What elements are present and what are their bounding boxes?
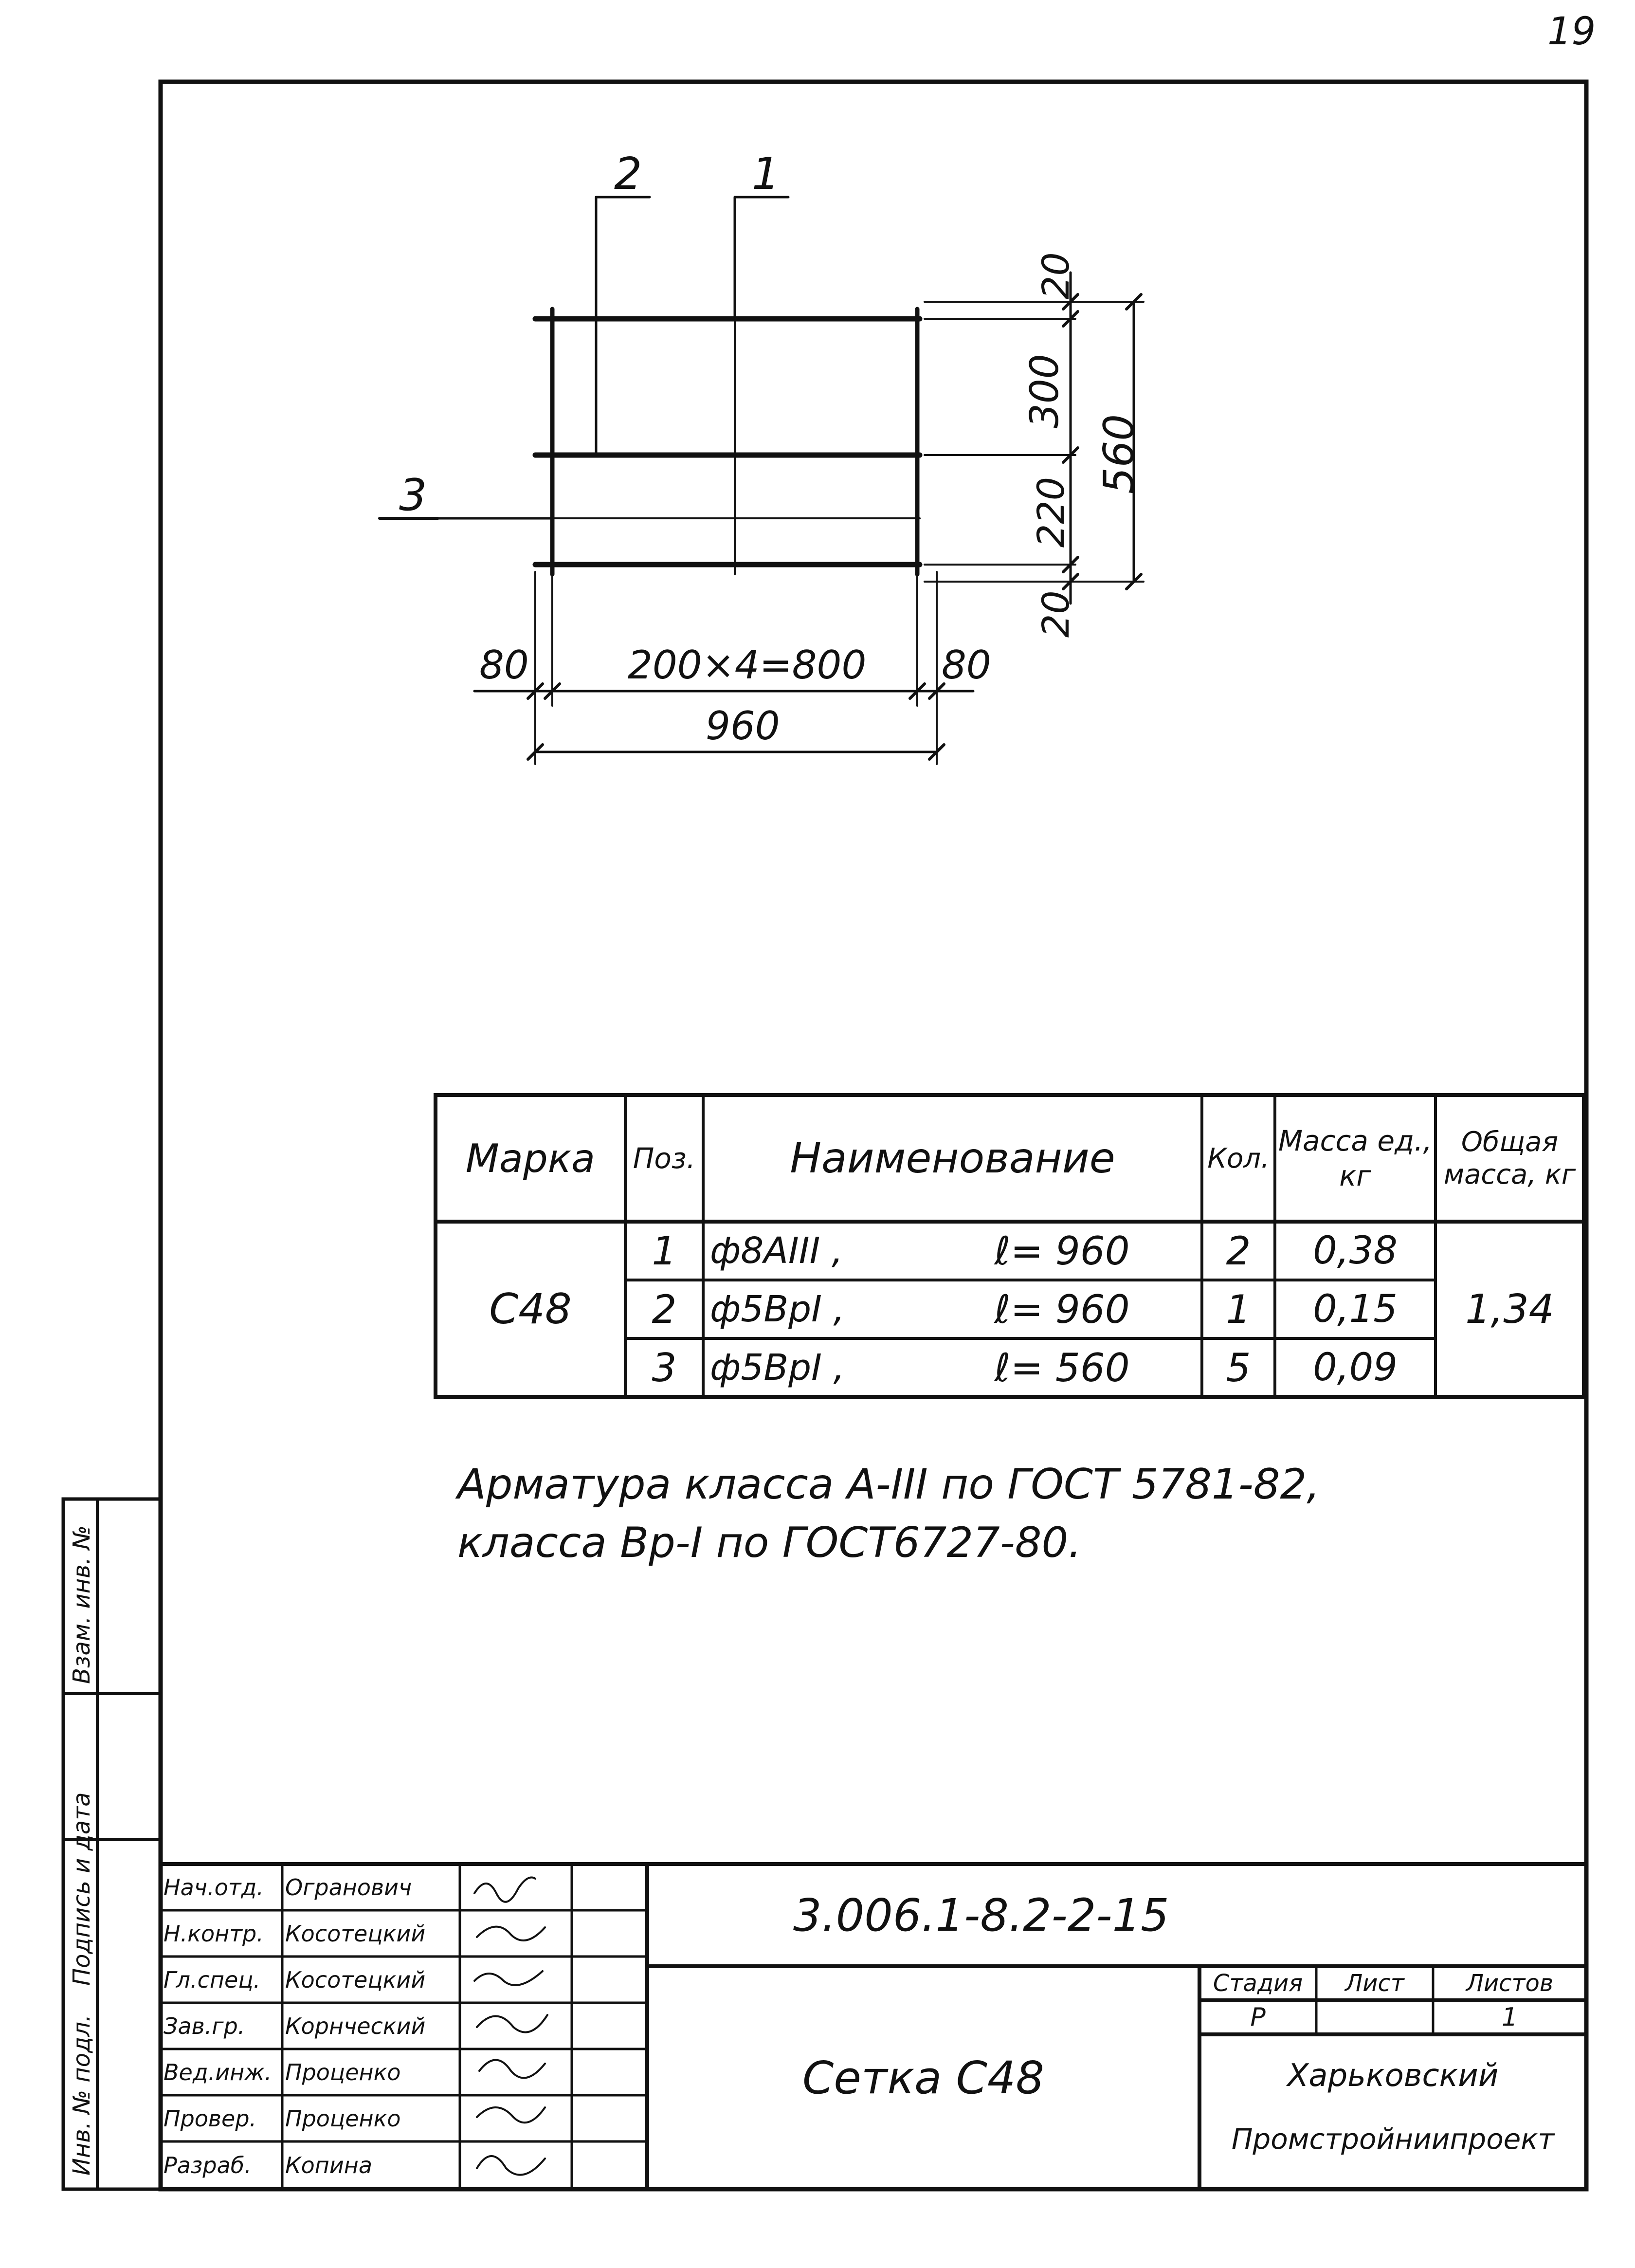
stage-value: Р <box>1250 2003 1266 2032</box>
dim-bottom-80-right: 80 <box>942 642 991 688</box>
name-4: Корнческий <box>285 2012 426 2039</box>
row1-length: ℓ= 960 <box>994 1228 1130 1274</box>
side-sign-date: Подпись и дата <box>68 1792 95 1986</box>
dim-right-220: 220 <box>1029 476 1072 548</box>
role-3: Гл.спец. <box>164 1966 261 1993</box>
hdr-unit-mass: Масса ед., кг <box>1278 1124 1432 1192</box>
hdr-total-mass: Общая масса, кг <box>1443 1126 1576 1190</box>
callout-2: 2 <box>614 148 642 200</box>
callout-1: 1 <box>752 148 780 200</box>
hdr-mark: Марка <box>465 1135 596 1181</box>
cell-mark: С48 <box>489 1285 572 1334</box>
side-replace-inv: Взам. инв. № <box>68 1525 95 1684</box>
org-line-2: Промстройниипроект <box>1231 2122 1555 2156</box>
dim-bottom-800: 200×4=800 <box>628 642 867 688</box>
dim-right-20-bottom: 20 <box>1034 590 1077 638</box>
row1-bar: ф8АIII , <box>710 1230 843 1272</box>
side-inv-orig: Инв. № подл. <box>68 2014 95 2176</box>
hdr-qty: Кол. <box>1207 1142 1270 1174</box>
name-7: Копина <box>285 2152 373 2178</box>
role-7: Разраб. <box>164 2152 252 2178</box>
row3-pos: 3 <box>652 1345 677 1390</box>
sheets-value: 1 <box>1501 2003 1518 2032</box>
drawing-title: Сетка С48 <box>802 2051 1044 2104</box>
row1-pos: 1 <box>652 1228 677 1274</box>
sheets-label: Листов <box>1466 1970 1554 1997</box>
row3-bar: ф5ВрI , <box>710 1347 845 1389</box>
dim-right-560: 560 <box>1095 414 1144 494</box>
dim-right-300: 300 <box>1022 354 1067 428</box>
row2-qty: 1 <box>1226 1286 1251 1332</box>
hdr-name: Наименование <box>790 1134 1115 1183</box>
cell-total-mass: 1,34 <box>1465 1286 1554 1333</box>
dim-bottom-80-left: 80 <box>479 642 529 688</box>
org-line-1: Харьковский <box>1287 2058 1499 2094</box>
signatures <box>474 1878 547 2175</box>
sheet-label: Лист <box>1345 1970 1404 1997</box>
dim-bottom-960: 960 <box>706 703 780 749</box>
row3-length: ℓ= 560 <box>994 1345 1130 1390</box>
name-3: Косотецкий <box>285 1966 426 1993</box>
name-6: Проценко <box>285 2105 401 2132</box>
row2-length: ℓ= 960 <box>994 1286 1130 1332</box>
dim-right-20-top: 20 <box>1034 252 1077 299</box>
row1-qty: 2 <box>1226 1228 1251 1274</box>
row2-bar: ф5ВрI , <box>710 1288 845 1330</box>
doc-code: 3.006.1-8.2-2-15 <box>793 1889 1169 1941</box>
stage-label: Стадия <box>1213 1970 1303 1997</box>
note-line-1: Арматура класса А-III по ГОСТ 5781-82, <box>457 1460 1320 1509</box>
role-1: Нач.отд. <box>164 1874 264 1901</box>
page-number: 19 <box>1547 10 1596 54</box>
hdr-pos: Поз. <box>633 1142 696 1175</box>
row2-mass: 0,15 <box>1313 1287 1398 1331</box>
row2-pos: 2 <box>652 1286 677 1332</box>
name-1: Огранович <box>285 1874 412 1901</box>
callout-3: 3 <box>399 470 427 521</box>
role-2: Н.контр. <box>164 1920 264 1947</box>
role-4: Зав.гр. <box>164 2012 245 2039</box>
note-line-2: класса Вр-I по ГОСТ6727-80. <box>457 1518 1082 1567</box>
row3-mass: 0,09 <box>1313 1346 1398 1390</box>
name-5: Проценко <box>285 2059 401 2085</box>
name-2: Косотецкий <box>285 1920 426 1947</box>
row3-qty: 5 <box>1226 1345 1251 1390</box>
row1-mass: 0,38 <box>1313 1229 1398 1273</box>
role-6: Провер. <box>164 2105 257 2132</box>
sheet-value <box>1316 2000 1433 2034</box>
role-5: Вед.инж. <box>164 2059 272 2085</box>
